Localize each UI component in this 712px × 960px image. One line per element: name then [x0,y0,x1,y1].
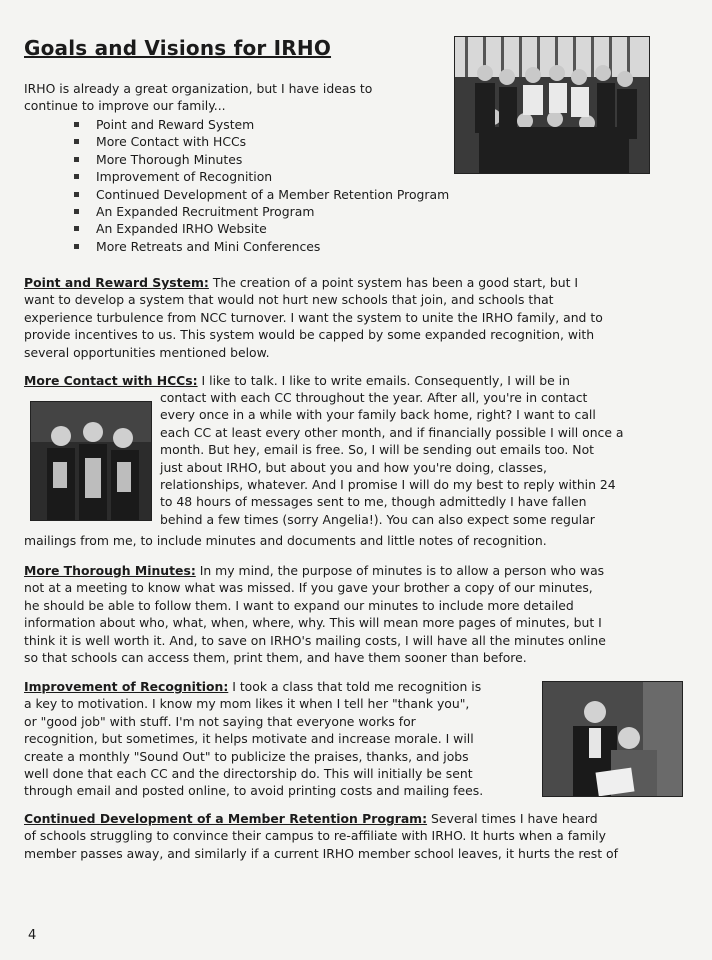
section-text: several opportunities mentioned below. [24,344,270,360]
list-item: Improvement of Recognition [72,168,449,185]
section-text: well done that each CC and the directorship do. This will initially be sent [24,766,473,782]
list-item: Continued Development of a Member Retention Program [72,186,449,203]
section-point-reward [24,274,654,361]
section-text: I like to talk. I like to write emails. Consequently, I will be in [197,373,570,388]
intro-line: IRHO is already a great organization, but I have ideas to [24,81,373,96]
section-text: of schools struggling to convince their campus to re-affiliate with IRHO. It hurts when a family [24,828,606,844]
page-number: 4 [28,928,37,943]
list-item: More Retreats and Mini Conferences [72,238,449,255]
goals-list [72,116,449,255]
section-retention [24,810,654,862]
section-text: member passes away, and similarly if a current IRHO member school leaves, it hurts the rest of [24,845,618,861]
section-text: through email and posted online, to avoid printing costs and mailing fees. [24,783,484,799]
section-contact [24,372,654,389]
section-text: information about who, what, when, where, why. This will mean more pages of minutes, but I [24,615,602,631]
list-item: Point and Reward System [72,116,449,133]
intro-paragraph [24,80,444,115]
list-item: More Thorough Minutes [72,151,449,168]
section-text: to 48 hours of messages sent to me, though admittedly I have fallen [160,494,587,510]
section-contact-last [24,532,654,549]
section-text: a key to motivation. I know my mom likes it when I tell her "thank you", [24,696,470,712]
intro-line: continue to improve our family... [24,98,226,114]
section-text: he should be able to follow them. I want to expand our minutes to include more detailed [24,597,574,613]
section-text: behind a few times (sorry Angelia!). You can also expect some regular [160,511,595,527]
section-text: relationships, whatever. And I promise I will do my best to reply within 24 [160,477,616,493]
section-heading: Improvement of Recognition: [24,679,229,694]
award-photo [542,681,683,797]
section-text: experience turbulence from NCC turnover. I want the system to unite the IRHO family, and to [24,309,603,325]
section-text: every once in a while with your family back home, right? I want to call [160,407,596,423]
section-text: recognition, but sometimes, it helps motivate and increase morale. I will [24,731,474,747]
section-text: not at a meeting to know what was missed. If you gave your brother a copy of our minutes, [24,580,593,596]
list-item: An Expanded Recruitment Program [72,203,449,220]
section-text: Several times I have heard [427,811,598,826]
section-text: just about IRHO, but about you and how you're doing, classes, [160,459,547,475]
section-text: or "good job" with stuff. I'm not saying that everyone works for [24,713,416,729]
list-item: An Expanded IRHO Website [72,220,449,237]
section-text: provide incentives to us. This system would be capped by some expanded recognition, with [24,327,595,343]
section-text: think it is well worth it. And, to save on IRHO's mailing costs, I will have all the minutes online [24,632,606,648]
section-heading: Continued Development of a Member Retention Program: [24,811,428,826]
section-recognition [24,678,524,800]
section-text: The creation of a point system has been a good start, but I [208,275,579,290]
section-heading: Point and Reward System: [24,275,209,290]
hcc-photo [30,401,152,521]
section-heading: More Thorough Minutes: [24,563,196,578]
list-item: More Contact with HCCs [72,133,449,150]
section-text: contact with each CC throughout the year. After all, you're in contact [160,390,588,405]
group-photo [454,36,650,174]
section-text: create a monthly "Sound Out" to publicize the praises, thanks, and jobs [24,748,469,764]
section-contact-wrapped [160,389,624,528]
section-text: In my mind, the purpose of minutes is to allow a person who was [195,563,605,578]
section-text: want to develop a system that would not hurt new schools that join, and schools that [24,292,554,308]
section-text: so that schools can access them, print them, and have them sooner than before. [24,650,527,666]
section-heading: More Contact with HCCs: [24,373,198,388]
section-text: month. But hey, email is free. So, I will be sending out emails too. Not [160,442,595,458]
section-text: I took a class that told me recognition is [228,679,482,694]
section-text: each CC at least every other month, and if financially possible I will once a [160,424,624,440]
section-minutes [24,562,654,666]
page-title: Goals and Visions for IRHO [24,36,332,60]
section-text: mailings from me, to include minutes and documents and little notes of recognition. [24,533,547,548]
